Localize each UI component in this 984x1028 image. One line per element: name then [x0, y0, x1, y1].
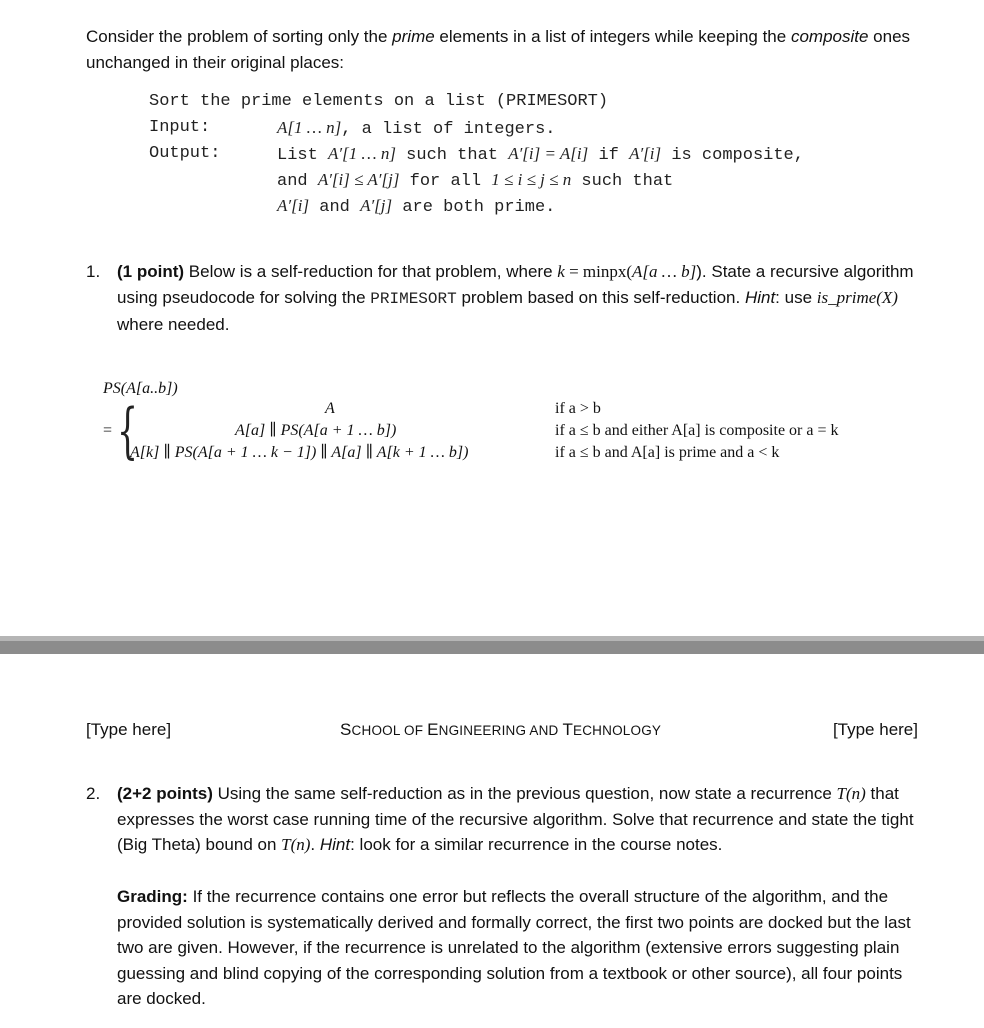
case-2-condition: if a ≤ b and either A[a] is composite or a = k — [555, 422, 839, 439]
question-text: Below is a self-reduction for that problem, where — [184, 262, 558, 281]
question-number: 2. — [86, 784, 101, 803]
reduction-lhs: PS(A[a..b]) — [103, 380, 178, 397]
question-text: : look for a similar recurrence in the course notes. — [350, 835, 723, 854]
output-math: A′[i] — [277, 196, 310, 215]
footer-center-part: E — [427, 720, 439, 739]
footer-center-part: NGINEERING AND — [438, 723, 563, 738]
intro-text-2: elements in a list of integers while keeping the — [434, 27, 791, 46]
output-text: and — [309, 198, 361, 217]
input-value — [277, 115, 555, 143]
footer-center-part: ECHNOLOGY — [573, 723, 662, 738]
input-label: Input: — [149, 118, 211, 137]
question-math: k — [557, 262, 565, 281]
footer-center-part: CHOOL OF — [351, 723, 428, 738]
question-points: (2+2 points) — [117, 784, 213, 803]
output-text: List — [277, 146, 329, 165]
question-text: Using the same self-reduction as in the previous question, now state a recurrence — [212, 784, 837, 803]
output-text: is composite, — [661, 146, 804, 165]
question-math: (X) — [876, 287, 898, 307]
grading-label: Grading: — [117, 887, 188, 906]
footer-center-part: S — [340, 720, 352, 739]
intro-emphasis-prime: prime — [392, 27, 435, 46]
question-hint-label: Hint — [744, 287, 776, 307]
case-2-expression: A[a] ∥ PS(A[a + 1 … b]) — [235, 422, 397, 439]
intro-text-1: Consider the problem of sorting only the — [86, 27, 393, 46]
question-text: : use — [775, 287, 817, 307]
question-math: T(n) — [281, 835, 311, 854]
output-text: such that — [571, 172, 674, 191]
output-line-3 — [277, 193, 555, 221]
output-text: for all — [399, 172, 492, 191]
question-text: . — [310, 835, 320, 854]
output-math: A′[i] — [629, 144, 662, 163]
case-1-condition: if a > b — [555, 400, 601, 417]
question-math: T(n) — [836, 784, 866, 803]
output-text: if — [588, 146, 630, 165]
problem-title: Sort the prime elements on a list (PRIMESORT) — [149, 92, 609, 111]
question-2 — [86, 781, 926, 858]
question-points: (1 point) — [117, 262, 185, 281]
question-math: A[a … b] — [632, 262, 697, 281]
question-1-body — [117, 259, 926, 337]
footer-left: [Type here] — [86, 720, 172, 739]
footer-center — [340, 720, 661, 740]
intro-paragraph — [86, 24, 926, 75]
question-code: PRIMESORT — [370, 289, 457, 308]
question-text: ). State a recursive algorithm using pseudocode for solving the — [117, 262, 914, 307]
question-2-body — [117, 781, 926, 858]
output-label: Output: — [149, 144, 221, 163]
question-text: that expresses the worst case running time of the recursive algorithm. Solve that recurrence and state the tight (Big Theta) bound on — [117, 784, 914, 854]
page-divider-shade — [0, 636, 984, 641]
footer-center-part: T — [562, 720, 574, 739]
case-3-condition: if a ≤ b and A[a] is prime and a < k — [555, 444, 780, 461]
question-number: 1. — [86, 262, 101, 281]
output-text: and — [277, 172, 318, 191]
question-function: is_prime — [816, 287, 877, 307]
output-text: such that — [395, 146, 509, 165]
grading-paragraph — [117, 884, 927, 1012]
left-brace-icon: { — [117, 396, 139, 466]
case-3-expression: A[k] ∥ PS(A[a + 1 … k − 1]) ∥ A[a] ∥ A[k + 1 … b]) — [130, 444, 469, 461]
intro-text-3: ones unchanged in their original places: — [86, 27, 911, 72]
reduction-equals: = — [103, 422, 113, 439]
output-math: A′[i] ≤ A′[j] — [317, 170, 400, 189]
case-1-expression: A — [325, 400, 335, 417]
output-line-2 — [277, 167, 673, 195]
footer-right: [Type here] — [832, 720, 918, 739]
input-math: A[1 … n] — [277, 118, 342, 137]
grading-text: If the recurrence contains one error but reflects the overall structure of the algorithm, and the provided solution is systematically derived and formally correct, the first two points are docked but the last two are given. However, if the recurrence is unrelated to the algorithm (extensive errors suggesting plain guessing and blind copying of the corresponding solution from a textbook or other source), all four points are docked. — [117, 887, 911, 1008]
output-math: A′[1 … n] — [328, 144, 396, 163]
output-math: A′[i] = A[i] — [508, 144, 589, 163]
intro-emphasis-composite: composite — [790, 27, 869, 46]
page-divider — [0, 636, 984, 654]
question-text: where needed. — [117, 314, 230, 334]
question-1 — [86, 259, 926, 337]
question-math-text: = minpx( — [564, 262, 633, 281]
output-math: A′[j] — [360, 196, 393, 215]
input-text: , a list of integers. — [341, 120, 556, 139]
output-math: 1 ≤ i ≤ j ≤ n — [491, 170, 572, 189]
question-hint-label: Hint — [319, 835, 351, 854]
question-text: problem based on this self-reduction. — [456, 287, 745, 307]
output-text: are both prime. — [392, 198, 556, 217]
output-line-1 — [277, 141, 804, 169]
